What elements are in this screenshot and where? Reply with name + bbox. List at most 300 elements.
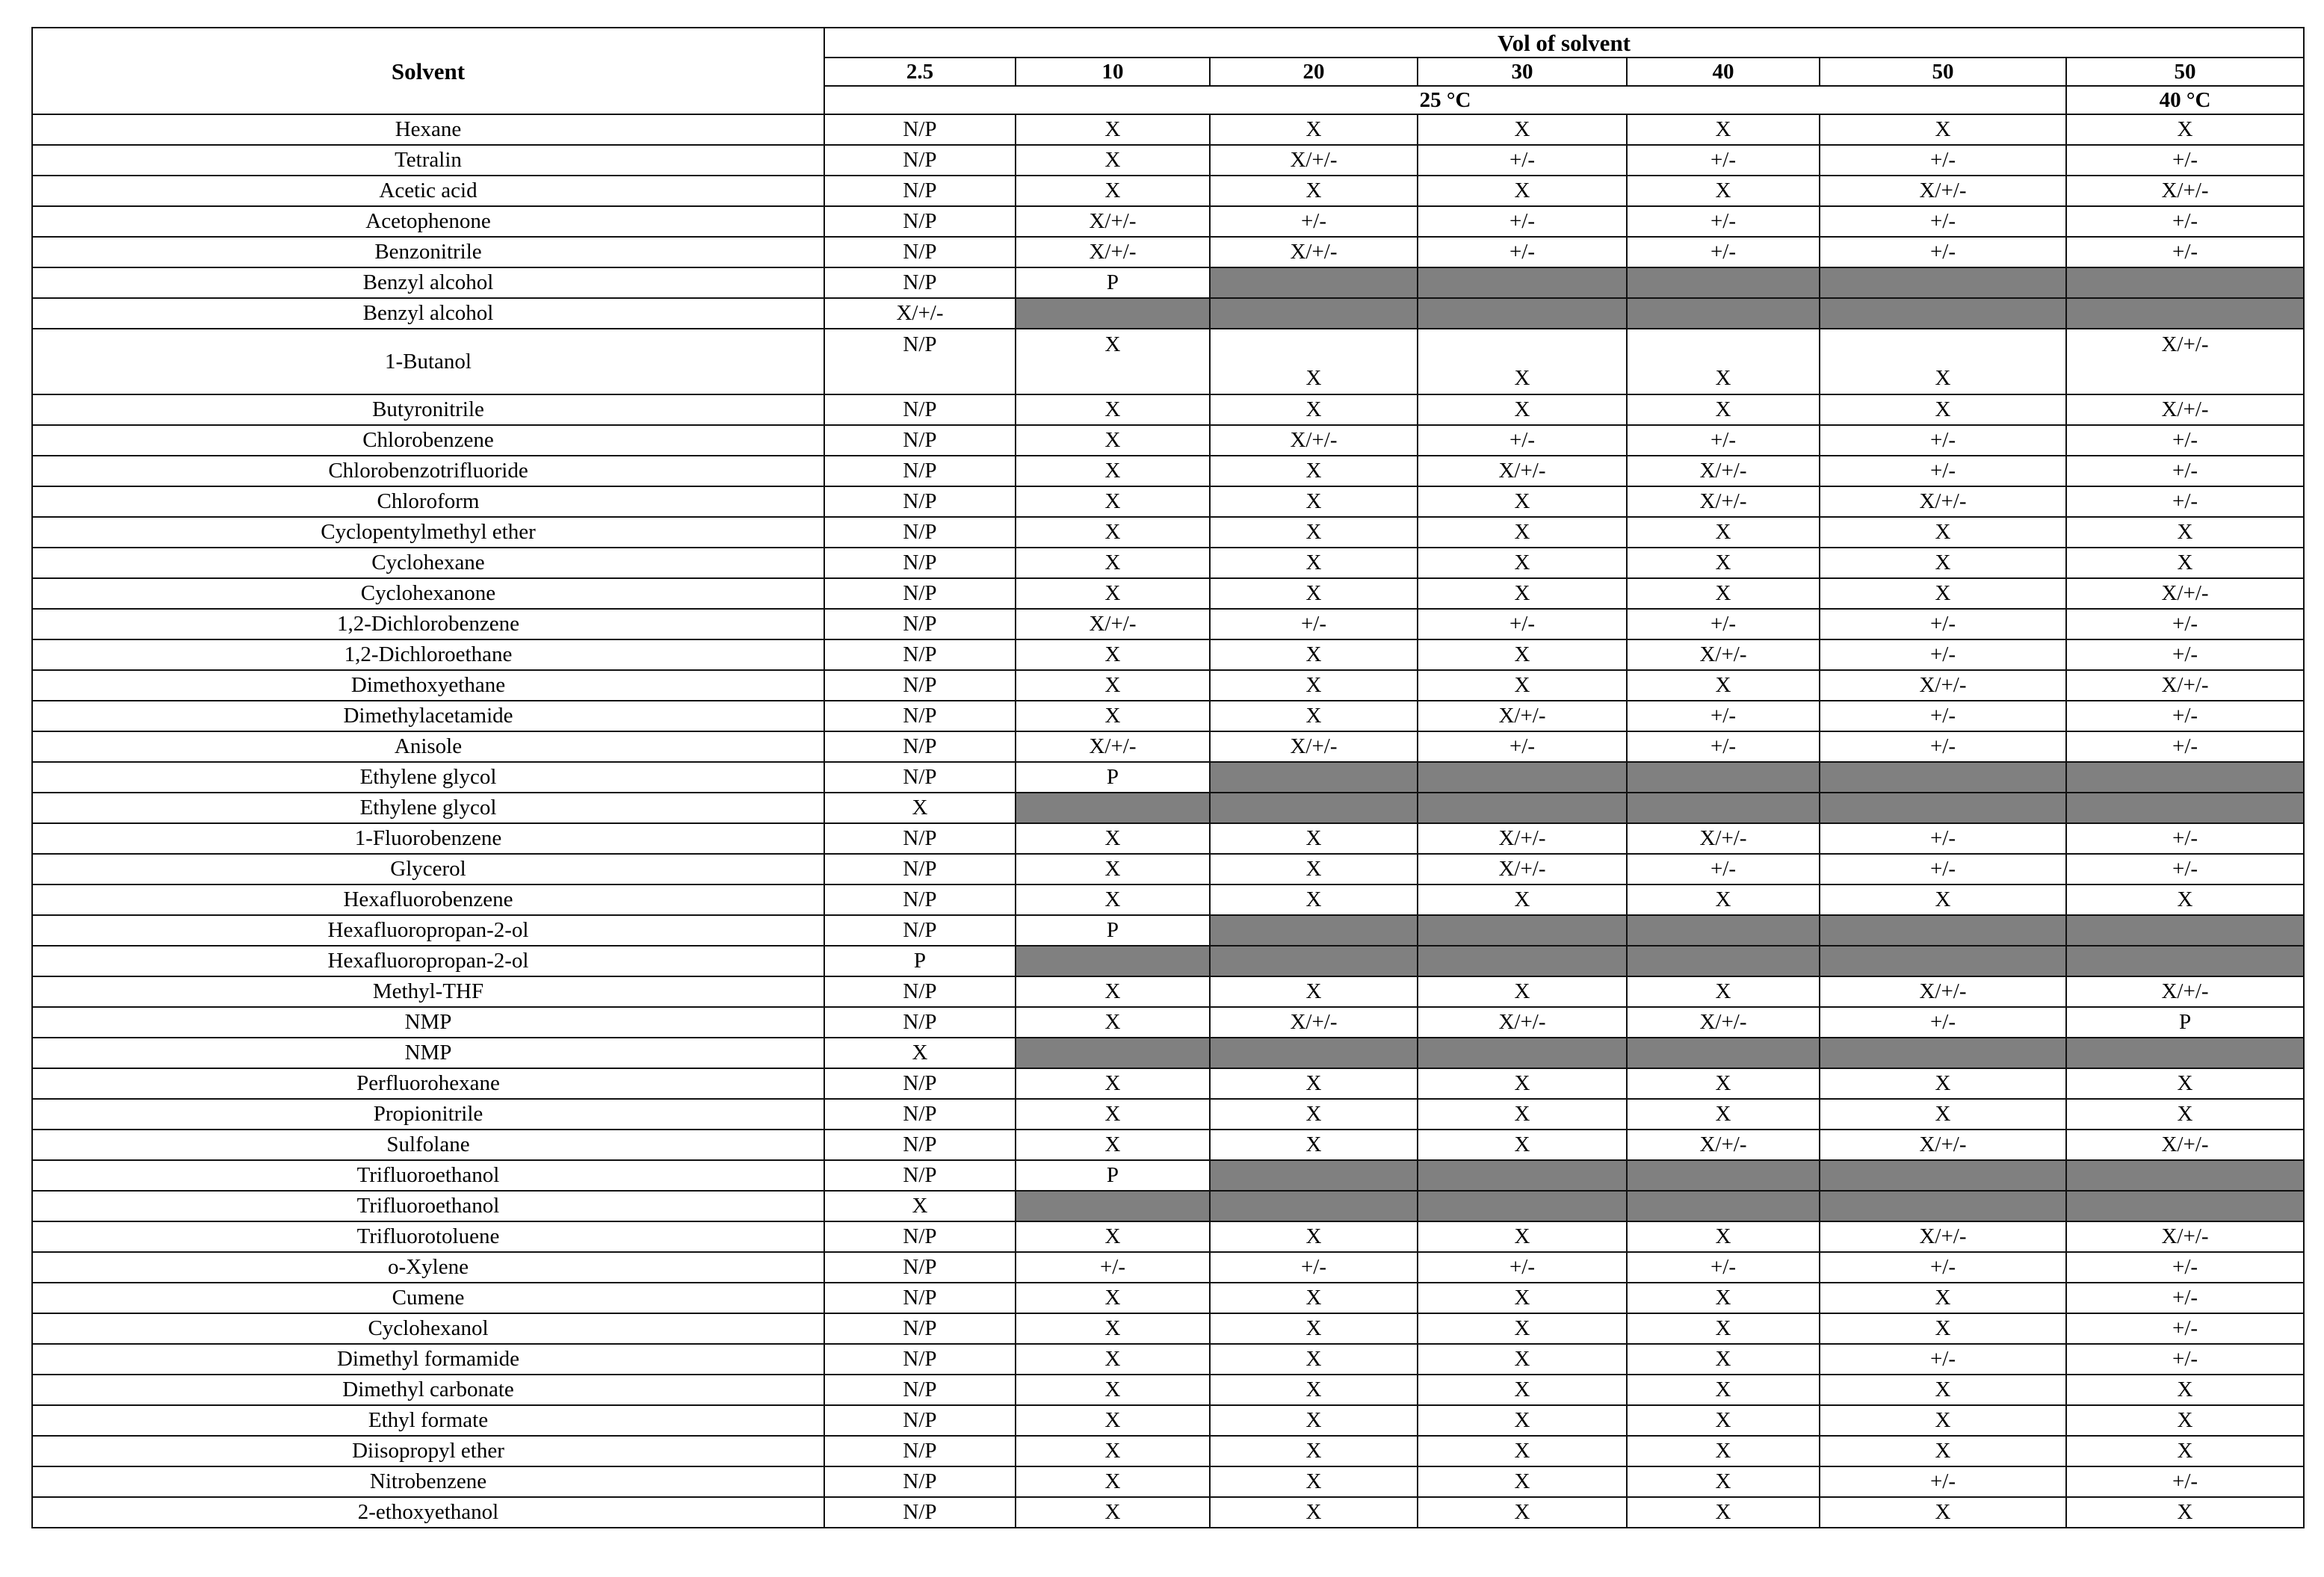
result-cell: X xyxy=(1418,578,1627,609)
result-cell: X/+/- xyxy=(1016,609,1210,639)
result-cell: +/- xyxy=(2066,823,2304,854)
result-cell: X/+/- xyxy=(1627,456,1820,486)
result-cell: X/+/- xyxy=(1016,206,1210,237)
result-cell: N/P xyxy=(824,1436,1016,1466)
table-row xyxy=(32,394,2304,425)
result-cell: +/- xyxy=(1627,609,1820,639)
solvent-name-cell: Dimethylacetamide xyxy=(32,701,824,731)
table-row xyxy=(32,456,2304,486)
result-cell: X xyxy=(1418,176,1627,206)
result-cell: N/P xyxy=(824,1068,1016,1099)
result-cell: +/- xyxy=(1016,1252,1210,1283)
result-cell: +/- xyxy=(2066,1252,2304,1283)
table-row xyxy=(32,425,2304,456)
result-cell: X xyxy=(1210,486,1418,517)
result-cell: X/+/- xyxy=(1210,425,1418,456)
result-cell: X xyxy=(1627,1099,1820,1130)
result-cell: N/P xyxy=(824,145,1016,176)
result-cell: X xyxy=(2066,517,2304,548)
result-cell: X xyxy=(1210,1283,1418,1313)
result-cell: X/+/- xyxy=(1820,486,2066,517)
result-cell: X/+/- xyxy=(1820,1221,2066,1252)
result-cell: X/+/- xyxy=(1210,731,1418,762)
result-cell: P xyxy=(1016,762,1210,793)
result-cell: N/P xyxy=(824,486,1016,517)
table-row xyxy=(32,793,2304,823)
table-row xyxy=(32,1068,2304,1099)
result-cell: X/+/- xyxy=(1016,237,1210,267)
shaded-empty-cell xyxy=(1627,946,1820,976)
table-row xyxy=(32,1313,2304,1344)
result-cell: X/+/- xyxy=(1627,639,1820,670)
result-cell: X xyxy=(1418,114,1627,145)
result-cell: X xyxy=(1016,1466,1210,1497)
shaded-empty-cell xyxy=(1820,946,2066,976)
table-row xyxy=(32,1405,2304,1436)
result-cell: +/- xyxy=(2066,609,2304,639)
result-cell: N/P xyxy=(824,762,1016,793)
table-row xyxy=(32,517,2304,548)
shaded-empty-cell xyxy=(1820,793,2066,823)
table-row xyxy=(32,1436,2304,1466)
table-row xyxy=(32,915,2304,946)
result-cell: X xyxy=(1016,1405,1210,1436)
shaded-empty-cell xyxy=(1418,267,1627,298)
result-cell: X xyxy=(1016,578,1210,609)
result-cell: X xyxy=(1016,114,1210,145)
result-cell: N/P xyxy=(824,1466,1016,1497)
result-cell: +/- xyxy=(2066,731,2304,762)
solvent-name-cell: Anisole xyxy=(32,731,824,762)
result-cell: +/- xyxy=(1820,701,2066,731)
solvent-name-cell: Benzonitrile xyxy=(32,237,824,267)
result-cell: X xyxy=(1016,1130,1210,1160)
result-cell: X xyxy=(1820,1497,2066,1528)
solvent-name-cell: Butyronitrile xyxy=(32,394,824,425)
result-cell: +/- xyxy=(1627,425,1820,456)
shaded-empty-cell xyxy=(1016,1038,1210,1068)
solvent-name-cell: Chloroform xyxy=(32,486,824,517)
result-cell: X xyxy=(1627,1497,1820,1528)
result-cell: X xyxy=(1627,1283,1820,1313)
result-cell: X xyxy=(1210,1466,1418,1497)
result-cell: N/P xyxy=(824,823,1016,854)
volume-of-solvent-header: Vol of solvent xyxy=(824,28,2304,58)
result-cell: X xyxy=(1016,670,1210,701)
table-row xyxy=(32,1038,2304,1068)
result-cell: X/+/- xyxy=(1418,854,1627,884)
result-cell: X xyxy=(1820,1099,2066,1130)
shaded-empty-cell xyxy=(2066,1191,2304,1221)
table-row xyxy=(32,854,2304,884)
shaded-empty-cell xyxy=(1016,298,1210,329)
shaded-empty-cell xyxy=(1210,762,1418,793)
result-cell: +/- xyxy=(1418,731,1627,762)
result-cell: N/P xyxy=(824,670,1016,701)
volume-header: 30 xyxy=(1418,58,1627,86)
shaded-empty-cell xyxy=(1820,915,2066,946)
result-cell: X xyxy=(1016,329,1210,394)
result-cell: +/- xyxy=(1820,1007,2066,1038)
shaded-empty-cell xyxy=(1627,1160,1820,1191)
result-cell: +/- xyxy=(1820,206,2066,237)
table-row xyxy=(32,237,2304,267)
result-cell: X xyxy=(1016,639,1210,670)
result-cell: X xyxy=(2066,1099,2304,1130)
result-cell: N/P xyxy=(824,884,1016,915)
result-cell: X xyxy=(1627,884,1820,915)
result-cell: +/- xyxy=(1418,145,1627,176)
result-cell: X xyxy=(1016,884,1210,915)
result-cell: N/P xyxy=(824,578,1016,609)
solvent-name-cell: 1,2-Dichlorobenzene xyxy=(32,609,824,639)
shaded-empty-cell xyxy=(1627,298,1820,329)
result-cell: N/P xyxy=(824,701,1016,731)
result-cell: X xyxy=(2066,1405,2304,1436)
table-row xyxy=(32,486,2304,517)
result-cell: +/- xyxy=(1627,731,1820,762)
shaded-empty-cell xyxy=(2066,946,2304,976)
result-cell: X/+/- xyxy=(1627,1007,1820,1038)
table-row xyxy=(32,114,2304,145)
result-cell: X xyxy=(1627,176,1820,206)
result-cell: X/+/- xyxy=(1210,145,1418,176)
result-cell: X xyxy=(1820,517,2066,548)
table-row xyxy=(32,1497,2304,1528)
result-cell: +/- xyxy=(1820,1466,2066,1497)
result-cell: X xyxy=(1016,1221,1210,1252)
result-cell: N/P xyxy=(824,267,1016,298)
table-row xyxy=(32,1191,2304,1221)
result-cell: X xyxy=(1820,1283,2066,1313)
result-cell: +/- xyxy=(2066,206,2304,237)
solvent-name-cell: 1,2-Dichloroethane xyxy=(32,639,824,670)
result-cell: X xyxy=(1016,1497,1210,1528)
table-row xyxy=(32,946,2304,976)
result-cell: N/P xyxy=(824,639,1016,670)
shaded-empty-cell xyxy=(1820,1160,2066,1191)
result-cell: X xyxy=(1820,884,2066,915)
volume-header: 2.5 xyxy=(824,58,1016,86)
table-row xyxy=(32,206,2304,237)
shaded-empty-cell xyxy=(2066,1038,2304,1068)
result-cell: N/P xyxy=(824,854,1016,884)
result-cell: X xyxy=(1016,1007,1210,1038)
solvent-name-cell: Nitrobenzene xyxy=(32,1466,824,1497)
result-cell: X xyxy=(1418,1405,1627,1436)
result-cell: X xyxy=(1016,486,1210,517)
result-cell: X xyxy=(1627,1466,1820,1497)
solvent-name-cell: Benzyl alcohol xyxy=(32,298,824,329)
shaded-empty-cell xyxy=(1418,793,1627,823)
result-cell: +/- xyxy=(2066,1313,2304,1344)
shaded-empty-cell xyxy=(1820,1191,2066,1221)
result-cell: X xyxy=(1210,517,1418,548)
result-cell: X xyxy=(1210,1313,1418,1344)
table-row xyxy=(32,823,2304,854)
solvent-name-cell: Trifluoroethanol xyxy=(32,1191,824,1221)
result-cell: X xyxy=(1418,486,1627,517)
result-cell: X xyxy=(1016,456,1210,486)
result-cell: N/P xyxy=(824,976,1016,1007)
result-cell: X xyxy=(1418,329,1627,394)
result-cell: X xyxy=(1418,517,1627,548)
shaded-empty-cell xyxy=(1210,1038,1418,1068)
result-cell: X/+/- xyxy=(1418,456,1627,486)
solvent-name-cell: Ethyl formate xyxy=(32,1405,824,1436)
result-cell: X xyxy=(2066,884,2304,915)
table-row xyxy=(32,1099,2304,1130)
result-cell: N/P xyxy=(824,206,1016,237)
result-cell: N/P xyxy=(824,425,1016,456)
result-cell: X xyxy=(1418,1130,1627,1160)
result-cell: X xyxy=(1820,578,2066,609)
shaded-empty-cell xyxy=(1210,793,1418,823)
result-cell: X xyxy=(1210,976,1418,1007)
result-cell: X xyxy=(2066,1068,2304,1099)
shaded-empty-cell xyxy=(1210,946,1418,976)
shaded-empty-cell xyxy=(1016,1191,1210,1221)
result-cell: X xyxy=(1820,1375,2066,1405)
result-cell: X/+/- xyxy=(2066,329,2304,394)
result-cell: X xyxy=(824,1038,1016,1068)
volume-header: 40 xyxy=(1627,58,1820,86)
result-cell: X xyxy=(1210,670,1418,701)
result-cell: +/- xyxy=(1210,206,1418,237)
result-cell: X/+/- xyxy=(2066,578,2304,609)
result-cell: N/P xyxy=(824,456,1016,486)
table-row xyxy=(32,145,2304,176)
result-cell: X/+/- xyxy=(1627,486,1820,517)
solvent-name-cell: Cumene xyxy=(32,1283,824,1313)
result-cell: X/+/- xyxy=(824,298,1016,329)
result-cell: X xyxy=(1210,1497,1418,1528)
result-cell: X xyxy=(1820,548,2066,578)
result-cell: X xyxy=(1627,394,1820,425)
solvent-name-cell: Benzyl alcohol xyxy=(32,267,824,298)
table-row xyxy=(32,329,2304,394)
shaded-empty-cell xyxy=(1820,1038,2066,1068)
result-cell: X xyxy=(1418,884,1627,915)
result-cell: +/- xyxy=(2066,639,2304,670)
result-cell: +/- xyxy=(2066,701,2304,731)
result-cell: X xyxy=(1418,1466,1627,1497)
result-cell: +/- xyxy=(1418,206,1627,237)
result-cell: X xyxy=(1016,548,1210,578)
result-cell: X xyxy=(1418,1068,1627,1099)
table-row xyxy=(32,1221,2304,1252)
result-cell: +/- xyxy=(2066,145,2304,176)
result-cell: +/- xyxy=(1418,1252,1627,1283)
result-cell: X xyxy=(1016,854,1210,884)
table-row xyxy=(32,1007,2304,1038)
temperature-40-header: 40 °C xyxy=(2066,86,2304,114)
shaded-empty-cell xyxy=(1016,946,1210,976)
volume-header: 50 xyxy=(1820,58,2066,86)
result-cell: P xyxy=(824,946,1016,976)
result-cell: X xyxy=(1627,1375,1820,1405)
result-cell: N/P xyxy=(824,1252,1016,1283)
result-cell: +/- xyxy=(1820,823,2066,854)
solvent-name-cell: Glycerol xyxy=(32,854,824,884)
result-cell: +/- xyxy=(1627,206,1820,237)
shaded-empty-cell xyxy=(1627,915,1820,946)
solvent-name-cell: Methyl-THF xyxy=(32,976,824,1007)
result-cell: X xyxy=(1016,425,1210,456)
table-row xyxy=(32,1252,2304,1283)
result-cell: X xyxy=(1627,976,1820,1007)
result-cell: +/- xyxy=(1820,609,2066,639)
result-cell: X xyxy=(1210,1344,1418,1375)
result-cell: X/+/- xyxy=(1418,701,1627,731)
result-cell: X/+/- xyxy=(2066,1130,2304,1160)
result-cell: X xyxy=(1418,1221,1627,1252)
shaded-empty-cell xyxy=(1627,1038,1820,1068)
solvent-name-cell: Cyclohexanone xyxy=(32,578,824,609)
result-cell: X/+/- xyxy=(2066,394,2304,425)
result-cell: +/- xyxy=(1627,701,1820,731)
result-cell: X xyxy=(1627,1221,1820,1252)
solvent-column-header: Solvent xyxy=(32,28,824,114)
result-cell: X xyxy=(1627,1313,1820,1344)
result-cell: X xyxy=(1418,639,1627,670)
solvent-name-cell: 1-Fluorobenzene xyxy=(32,823,824,854)
volume-header: 50 xyxy=(2066,58,2304,86)
result-cell: +/- xyxy=(1820,456,2066,486)
solvent-name-cell: Cyclopentylmethyl ether xyxy=(32,517,824,548)
result-cell: X xyxy=(1210,1099,1418,1130)
result-cell: X xyxy=(1016,1283,1210,1313)
table-row xyxy=(32,762,2304,793)
temperature-25-header: 25 °C xyxy=(824,86,2066,114)
table-row xyxy=(32,267,2304,298)
solvent-name-cell: Dimethyl formamide xyxy=(32,1344,824,1375)
solvent-name-cell: Hexafluoropropan-2-ol xyxy=(32,946,824,976)
result-cell: X xyxy=(1210,1436,1418,1466)
table-row xyxy=(32,1130,2304,1160)
result-cell: X/+/- xyxy=(1210,237,1418,267)
result-cell: P xyxy=(1016,267,1210,298)
result-cell: N/P xyxy=(824,1375,1016,1405)
result-cell: N/P xyxy=(824,1007,1016,1038)
result-cell: X/+/- xyxy=(2066,1221,2304,1252)
result-cell: X xyxy=(1210,823,1418,854)
solvent-name-cell: Ethylene glycol xyxy=(32,793,824,823)
result-cell: X xyxy=(2066,1436,2304,1466)
result-cell: +/- xyxy=(1820,145,2066,176)
result-cell: X xyxy=(1210,854,1418,884)
shaded-empty-cell xyxy=(2066,762,2304,793)
result-cell: X xyxy=(1820,1405,2066,1436)
shaded-empty-cell xyxy=(2066,915,2304,946)
result-cell: X xyxy=(1820,1313,2066,1344)
result-cell: X xyxy=(1210,548,1418,578)
table-row xyxy=(32,1375,2304,1405)
result-cell: N/P xyxy=(824,915,1016,946)
solvent-name-cell: Cyclohexane xyxy=(32,548,824,578)
table-row xyxy=(32,176,2304,206)
shaded-empty-cell xyxy=(1418,915,1627,946)
result-cell: +/- xyxy=(1820,425,2066,456)
result-cell: +/- xyxy=(2066,854,2304,884)
result-cell: N/P xyxy=(824,731,1016,762)
result-cell: N/P xyxy=(824,1160,1016,1191)
table-row xyxy=(32,1344,2304,1375)
table-row xyxy=(32,731,2304,762)
shaded-empty-cell xyxy=(2066,298,2304,329)
result-cell: N/P xyxy=(824,1221,1016,1252)
result-cell: X xyxy=(1627,578,1820,609)
solvent-name-cell: 1-Butanol xyxy=(32,329,824,394)
result-cell: X/+/- xyxy=(1016,731,1210,762)
result-cell: X xyxy=(1210,884,1418,915)
solvent-name-cell: Trifluoroethanol xyxy=(32,1160,824,1191)
shaded-empty-cell xyxy=(1418,1191,1627,1221)
result-cell: X xyxy=(1418,548,1627,578)
result-cell: X xyxy=(1418,1436,1627,1466)
result-cell: N/P xyxy=(824,114,1016,145)
result-cell: X xyxy=(1418,394,1627,425)
result-cell: X xyxy=(1418,1099,1627,1130)
result-cell: X xyxy=(1016,394,1210,425)
result-cell: X xyxy=(1820,114,2066,145)
volume-header: 10 xyxy=(1016,58,1210,86)
result-cell: +/- xyxy=(2066,237,2304,267)
solvent-name-cell: Propionitrile xyxy=(32,1099,824,1130)
result-cell: +/- xyxy=(1820,237,2066,267)
solvent-name-cell: NMP xyxy=(32,1038,824,1068)
solvent-name-cell: Hexafluoropropan-2-ol xyxy=(32,915,824,946)
result-cell: X xyxy=(1820,329,2066,394)
shaded-empty-cell xyxy=(1210,298,1418,329)
result-cell: X xyxy=(1210,114,1418,145)
result-cell: N/P xyxy=(824,517,1016,548)
solvent-name-cell: Tetralin xyxy=(32,145,824,176)
result-cell: X xyxy=(1418,670,1627,701)
result-cell: +/- xyxy=(1820,854,2066,884)
result-cell: N/P xyxy=(824,1099,1016,1130)
result-cell: X xyxy=(1418,1497,1627,1528)
solvent-name-cell: Diisopropyl ether xyxy=(32,1436,824,1466)
result-cell: N/P xyxy=(824,329,1016,394)
solvent-name-cell: Dimethyl carbonate xyxy=(32,1375,824,1405)
shaded-empty-cell xyxy=(1418,1038,1627,1068)
result-cell: X xyxy=(1418,1344,1627,1375)
result-cell: X xyxy=(1210,329,1418,394)
result-cell: X xyxy=(1016,1436,1210,1466)
result-cell: X xyxy=(1418,1313,1627,1344)
result-cell: X/+/- xyxy=(1820,176,2066,206)
result-cell: X xyxy=(1418,1375,1627,1405)
shaded-empty-cell xyxy=(2066,1160,2304,1191)
result-cell: X/+/- xyxy=(1627,1130,1820,1160)
result-cell: X/+/- xyxy=(1820,976,2066,1007)
result-cell: X xyxy=(1820,1436,2066,1466)
result-cell: X/+/- xyxy=(2066,670,2304,701)
result-cell: N/P xyxy=(824,1130,1016,1160)
shaded-empty-cell xyxy=(1627,762,1820,793)
result-cell: X/+/- xyxy=(1418,1007,1627,1038)
shaded-empty-cell xyxy=(1016,793,1210,823)
result-cell: X xyxy=(1418,976,1627,1007)
result-cell: X xyxy=(1627,1436,1820,1466)
result-cell: N/P xyxy=(824,176,1016,206)
result-cell: +/- xyxy=(1418,237,1627,267)
result-cell: +/- xyxy=(1820,639,2066,670)
shaded-empty-cell xyxy=(1418,298,1627,329)
result-cell: +/- xyxy=(2066,1283,2304,1313)
result-cell: X xyxy=(1210,1405,1418,1436)
